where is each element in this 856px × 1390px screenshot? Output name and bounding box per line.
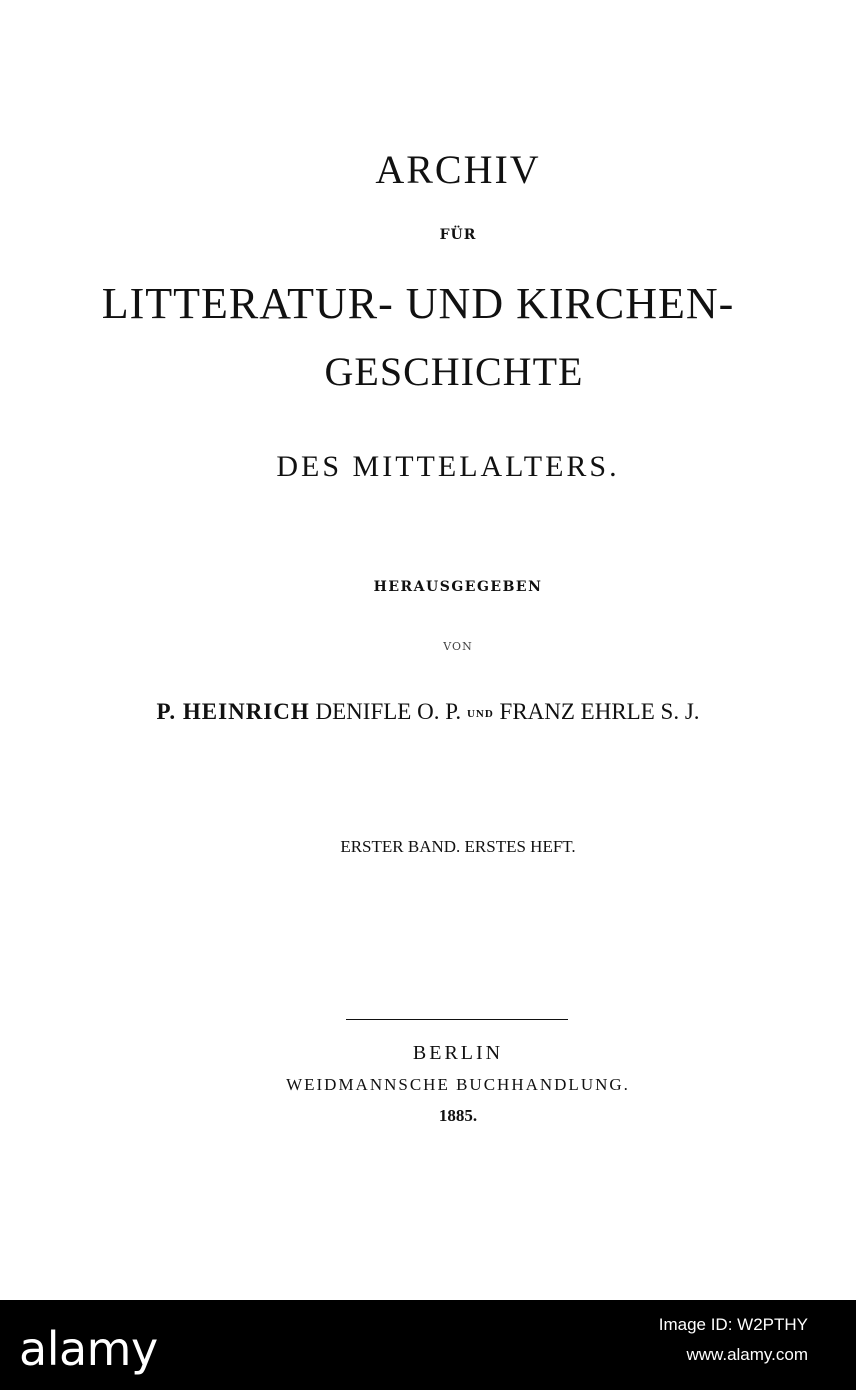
editor2-name: FRANZ EHRLE S. J.: [499, 699, 700, 724]
subtitle-line-1: LITTERATUR- UND KIRCHEN-: [101, 279, 735, 328]
editors-line: [0, 700, 856, 723]
editor1-name: P. HEINRICH: [156, 699, 310, 724]
subtitle-line-3: DES MITTELALTERS.: [276, 450, 620, 483]
subtitle-line-2: GESCHICHTE: [324, 349, 584, 394]
title-preposition: FÜR: [439, 227, 477, 243]
publication-city: BERLIN: [412, 1042, 504, 1064]
journal-title: ARCHIV: [375, 147, 541, 192]
publisher-name: WEIDMANNSCHE BUCHHANDLUNG.: [286, 1075, 630, 1094]
by-label: VON: [443, 640, 473, 653]
divider-rule: [346, 1019, 568, 1020]
site-url: www.alamy.com: [686, 1345, 808, 1364]
publication-year: 1885.: [438, 1106, 478, 1125]
image-id: Image ID: W2PTHY: [658, 1315, 808, 1334]
alamy-logo: alamy: [19, 1322, 158, 1376]
and-conjunction: UND: [466, 708, 494, 720]
editor1-suffix: DENIFLE O. P.: [315, 699, 462, 724]
volume-issue: ERSTER BAND. ERSTES HEFT.: [340, 837, 576, 856]
edited-by-label: HERAUSGEGEBEN: [373, 579, 543, 595]
